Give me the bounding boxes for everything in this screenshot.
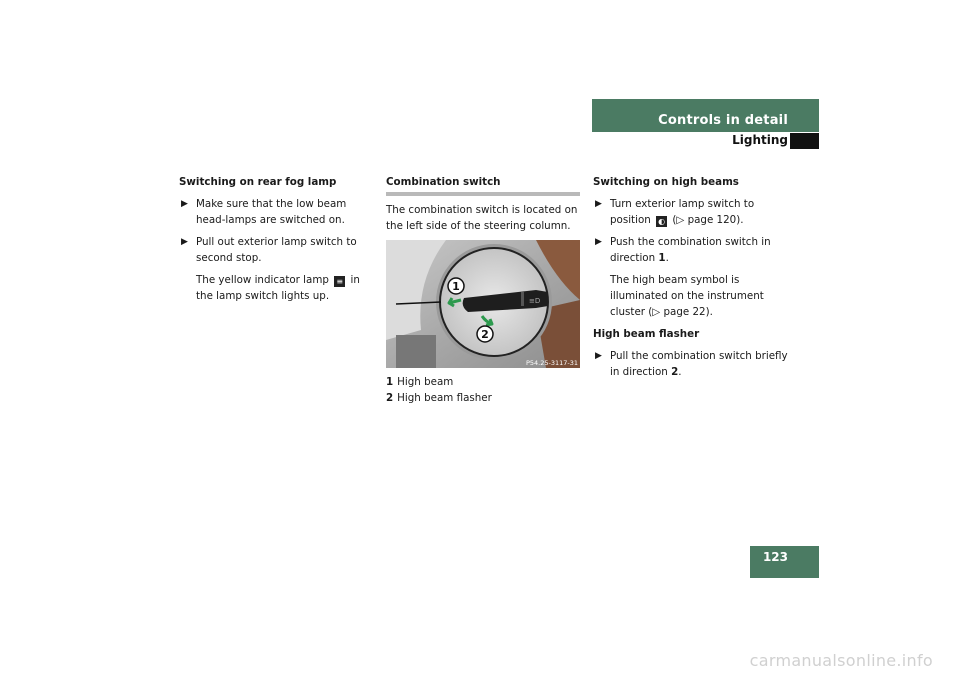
chapter-title: Controls in detail — [658, 113, 788, 128]
bullet-low-beam-check: ▶ Make sure that the low beam head-lamps are switched on. — [181, 198, 347, 226]
triangle-right-icon: ▶ — [181, 237, 188, 247]
low-beam-icon: ◐ — [656, 216, 667, 227]
triangle-right-icon: ▶ — [595, 351, 602, 361]
svg-text:≡D: ≡D — [529, 297, 541, 305]
triangle-right-icon: ▶ — [181, 199, 188, 209]
heading-combination-switch: Combination switch — [386, 174, 580, 196]
triangle-right-icon: ▶ — [595, 237, 602, 247]
callout-2: 2 — [481, 328, 489, 341]
bullet-turn-switch: ▶ Turn exterior lamp switch to position ◐ (▷ page 120). — [595, 198, 755, 226]
column-high-beams — [593, 172, 793, 386]
legend-item-high-beam-flasher: 2 High beam flasher — [386, 392, 492, 404]
column-combination-switch — [386, 172, 580, 406]
watermark: carmanualsonline.info — [749, 651, 933, 670]
page-number-box — [750, 546, 819, 578]
bullet-push-switch: ▶ Push the combination switch in direction 1. — [595, 236, 771, 264]
bullet-pull-switch: ▶ Pull out exterior lamp switch to second stop. — [181, 236, 357, 264]
chapter-header — [592, 99, 819, 132]
section-title: Lighting — [732, 133, 788, 147]
heading-rear-fog-lamp: Switching on rear fog lamp — [179, 176, 337, 188]
section-header — [592, 133, 819, 149]
legend-item-high-beam: 1 High beam — [386, 376, 454, 388]
figure-code: P54.25-3117-31 — [525, 359, 578, 367]
page-number: 123 — [762, 550, 788, 564]
heading-high-beams: Switching on high beams — [593, 176, 739, 188]
intro-text: The combination switch is located on the left side of the steering column. — [386, 204, 578, 232]
section-marker — [790, 133, 819, 149]
heading-high-beam-flasher: High beam flasher — [593, 328, 700, 340]
note-high-beam-symbol: The high beam symbol is illuminated on the instrument cluster (▷ page 22). — [610, 274, 764, 318]
column-rear-fog-lamp — [179, 172, 377, 310]
rear-fog-lamp-icon: ≡ — [334, 276, 345, 287]
combination-switch-photo — [386, 240, 580, 368]
note-indicator-lamp: The yellow indicator lamp ≡ in the lamp switch lights up. — [196, 274, 360, 302]
bullet-pull-briefly: ▶ Pull the combination switch briefly in direction 2. — [595, 350, 788, 378]
callout-1: 1 — [452, 280, 460, 293]
steering-column-illustration — [386, 240, 580, 368]
triangle-right-icon: ▶ — [595, 199, 602, 209]
